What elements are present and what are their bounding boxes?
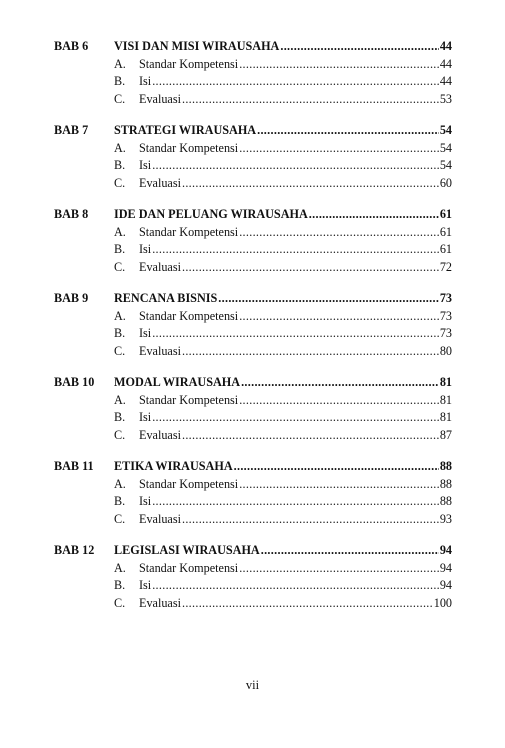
section-page: 61 — [439, 242, 452, 256]
section-letter: A. — [114, 56, 126, 71]
section-page: 54 — [439, 140, 452, 155]
dot-leader — [182, 91, 439, 109]
dot-leader — [152, 493, 439, 511]
dot-leader — [239, 392, 439, 410]
dot-leader — [261, 542, 439, 560]
dot-leader — [234, 458, 439, 476]
chapter-heading-row — [54, 122, 452, 140]
section-row — [54, 241, 452, 259]
dot-leader — [239, 308, 439, 326]
dot-leader — [182, 427, 439, 445]
section-row — [54, 259, 452, 277]
table-of-contents — [54, 38, 452, 626]
section-title: Isi — [139, 410, 152, 424]
section-page: 44 — [439, 74, 452, 88]
dot-leader — [152, 241, 439, 259]
chapter-page: 88 — [439, 459, 452, 473]
dot-leader — [182, 595, 433, 613]
section-row — [54, 493, 452, 511]
chapter-number: BAB 11 — [54, 459, 94, 473]
section-row — [54, 157, 452, 175]
toc-chapter — [54, 374, 452, 444]
section-letter: C. — [114, 175, 126, 190]
page-number: vii — [245, 678, 260, 692]
section-row — [54, 73, 452, 91]
section-title: Standar Kompetensi — [139, 392, 239, 407]
chapter-heading-row — [54, 38, 452, 56]
section-title: Isi — [139, 74, 152, 88]
dot-leader — [239, 560, 439, 578]
dot-leader — [280, 38, 438, 56]
section-page: 72 — [439, 259, 452, 274]
section-row — [54, 392, 452, 410]
chapter-page: 94 — [439, 543, 452, 557]
section-title: Isi — [139, 578, 152, 592]
section-page: 88 — [439, 476, 452, 491]
dot-leader — [239, 476, 439, 494]
toc-chapter — [54, 38, 452, 108]
chapter-number: BAB 7 — [54, 123, 89, 137]
section-page: 81 — [439, 410, 452, 424]
toc-chapter — [54, 290, 452, 360]
section-title: Standar Kompetensi — [139, 476, 239, 491]
section-page: 93 — [439, 511, 452, 526]
section-letter: A. — [114, 476, 126, 491]
section-page: 94 — [439, 560, 452, 575]
chapter-title: MODAL WIRAUSAHA — [114, 375, 241, 389]
section-title: Isi — [139, 494, 152, 508]
chapter-title: VISI DAN MISI WIRAUSAHA — [114, 39, 280, 53]
section-page: 44 — [439, 56, 452, 71]
chapter-title: STRATEGI WIRAUSAHA — [114, 123, 257, 137]
dot-leader — [152, 409, 439, 427]
section-title: Isi — [139, 158, 152, 172]
section-page: 61 — [439, 224, 452, 239]
section-letter: A. — [114, 308, 126, 323]
section-page: 54 — [439, 158, 452, 172]
section-letter: C. — [114, 259, 126, 274]
section-letter: C. — [114, 343, 126, 358]
section-row — [54, 343, 452, 361]
section-letter: C. — [114, 427, 126, 442]
section-row — [54, 595, 452, 613]
dot-leader — [239, 140, 439, 158]
chapter-heading-row — [54, 542, 452, 560]
section-row — [54, 308, 452, 326]
section-title: Evaluasi — [139, 427, 181, 442]
chapter-number: BAB 12 — [54, 543, 95, 557]
chapter-page: 73 — [439, 291, 452, 305]
section-title: Evaluasi — [139, 259, 181, 274]
section-letter: A. — [114, 392, 126, 407]
section-row — [54, 140, 452, 158]
toc-chapter — [54, 458, 452, 528]
section-title: Isi — [139, 326, 152, 340]
chapter-heading-row — [54, 206, 452, 224]
section-letter: B. — [114, 158, 126, 172]
section-row — [54, 577, 452, 595]
section-title: Evaluasi — [139, 511, 181, 526]
dot-leader — [152, 577, 439, 595]
chapter-page: 44 — [439, 39, 452, 53]
section-letter: B. — [114, 74, 126, 88]
section-letter: A. — [114, 224, 126, 239]
dot-leader — [182, 343, 439, 361]
chapter-page: 54 — [439, 123, 452, 137]
section-title: Evaluasi — [139, 175, 181, 190]
section-row — [54, 476, 452, 494]
section-page: 73 — [439, 308, 452, 323]
section-title: Standar Kompetensi — [139, 308, 239, 323]
section-page: 73 — [439, 326, 452, 340]
section-page: 81 — [439, 392, 452, 407]
chapter-number: BAB 6 — [54, 39, 89, 53]
section-page: 60 — [439, 175, 452, 190]
section-letter: C. — [114, 595, 126, 610]
chapter-page: 61 — [439, 207, 452, 221]
section-row — [54, 175, 452, 193]
section-page: 53 — [439, 91, 452, 106]
section-title: Standar Kompetensi — [139, 224, 239, 239]
section-title: Isi — [139, 242, 152, 256]
section-row — [54, 325, 452, 343]
section-row — [54, 511, 452, 529]
section-title: Evaluasi — [139, 91, 181, 106]
chapter-heading-row — [54, 290, 452, 308]
section-letter: B. — [114, 410, 126, 424]
chapter-title: IDE DAN PELUANG WIRAUSAHA — [114, 207, 308, 221]
section-row — [54, 56, 452, 74]
chapter-heading-row — [54, 374, 452, 392]
section-page: 88 — [439, 494, 452, 508]
dot-leader — [182, 175, 439, 193]
chapter-number: BAB 10 — [54, 375, 95, 389]
chapter-heading-row — [54, 458, 452, 476]
section-page: 87 — [439, 427, 452, 442]
section-letter: B. — [114, 326, 126, 340]
chapter-page: 81 — [439, 375, 452, 389]
dot-leader — [182, 511, 439, 529]
section-letter: A. — [114, 140, 126, 155]
section-title: Evaluasi — [139, 343, 181, 358]
chapter-title: ETIKA WIRAUSAHA — [114, 459, 233, 473]
section-page: 100 — [433, 595, 452, 610]
chapter-number: BAB 8 — [54, 207, 89, 221]
dot-leader — [152, 73, 439, 91]
dot-leader — [309, 206, 439, 224]
section-page: 94 — [439, 578, 452, 592]
dot-leader — [152, 157, 439, 175]
section-row — [54, 427, 452, 445]
dot-leader — [257, 122, 439, 140]
toc-chapter — [54, 122, 452, 192]
toc-chapter — [54, 542, 452, 612]
section-title: Standar Kompetensi — [139, 560, 239, 575]
section-letter: C. — [114, 91, 126, 106]
section-letter: B. — [114, 242, 126, 256]
section-title: Standar Kompetensi — [139, 140, 239, 155]
section-row — [54, 91, 452, 109]
dot-leader — [218, 290, 439, 308]
section-row — [54, 224, 452, 242]
section-letter: B. — [114, 494, 126, 508]
dot-leader — [241, 374, 439, 392]
chapter-number: BAB 9 — [54, 291, 89, 305]
dot-leader — [239, 224, 439, 242]
toc-chapter — [54, 206, 452, 276]
section-row — [54, 409, 452, 427]
section-letter: A. — [114, 560, 126, 575]
section-letter: C. — [114, 511, 126, 526]
section-letter: B. — [114, 578, 126, 592]
section-page: 80 — [439, 343, 452, 358]
section-title: Standar Kompetensi — [139, 56, 239, 71]
chapter-title: LEGISLASI WIRAUSAHA — [114, 543, 260, 557]
dot-leader — [152, 325, 439, 343]
section-title: Evaluasi — [139, 595, 181, 610]
dot-leader — [239, 56, 439, 74]
chapter-title: RENCANA BISNIS — [114, 291, 218, 305]
dot-leader — [182, 259, 439, 277]
section-row — [54, 560, 452, 578]
